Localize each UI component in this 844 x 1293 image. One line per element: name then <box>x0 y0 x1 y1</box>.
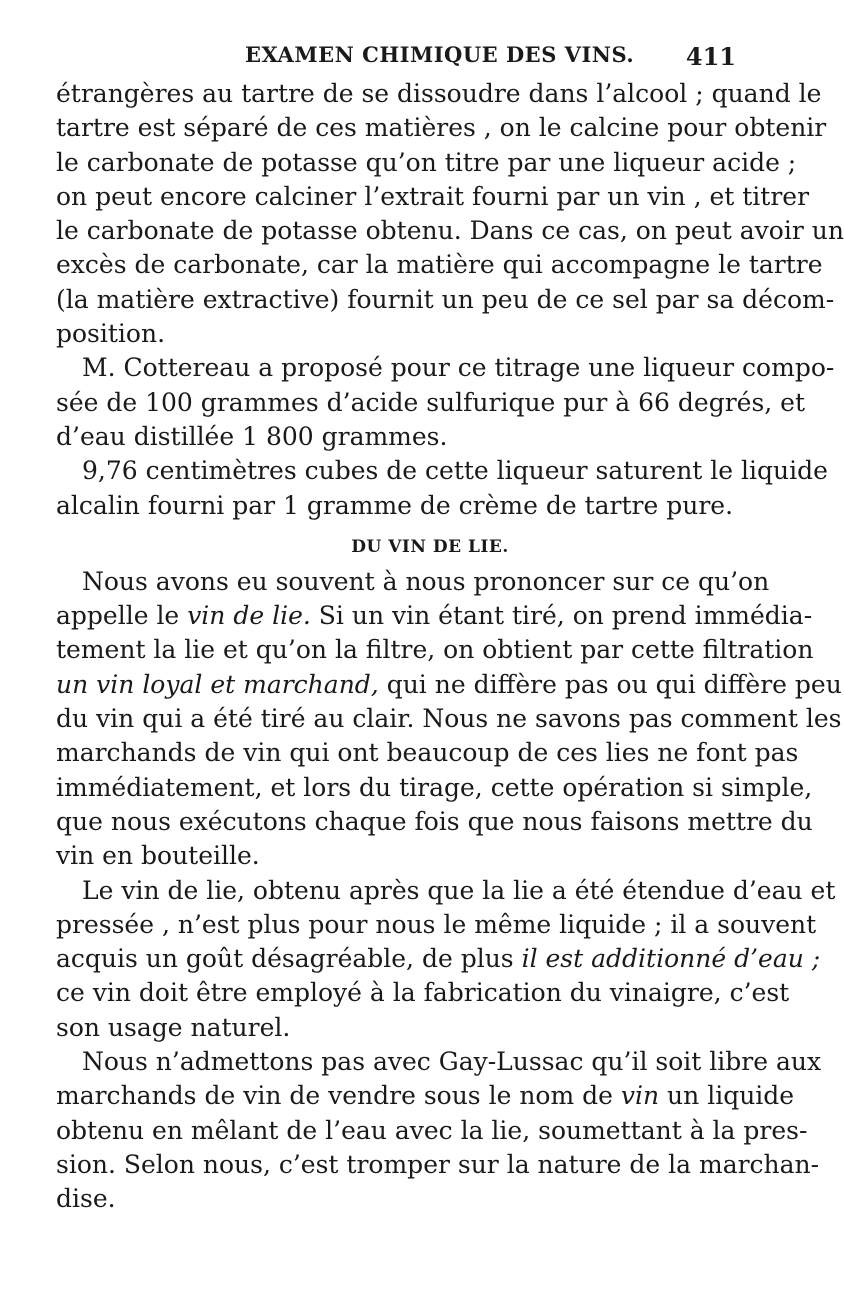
text-line: appelle le vin de lie. Si un vin étant tiré, on prend immédia- <box>56 601 813 631</box>
text-line: du vin qui a été tiré au clair. Nous ne savons pas comment les <box>56 704 842 734</box>
italic-term: il est additionné d’eau ; <box>521 944 821 974</box>
paragraph <box>56 77 844 351</box>
text-line: tartre est séparé de ces matières , on le calcine pour obtenir <box>56 113 827 143</box>
text-line: ce vin doit être employé à la fabrication du vinaigre, c’est <box>56 978 790 1008</box>
paragraph <box>56 1045 822 1216</box>
paragraph <box>56 454 828 523</box>
text-line: 9,76 centimètres cubes de cette liqueur saturent le liquide <box>82 456 828 486</box>
running-title: EXAMEN CHIMIQUE DES VINS. <box>245 42 635 67</box>
text-line: M. Cottereau a proposé pour ce titrage une liqueur compo- <box>82 353 835 383</box>
text-line: acquis un goût désagréable, de plus il est additionné d’eau ; <box>56 944 821 974</box>
text-line: (la matière extractive) fournit un peu de ce sel par sa décom- <box>56 284 835 314</box>
page-header <box>0 40 800 80</box>
text-line: sée de 100 grammes d’acide sulfurique pur à 66 degrés, et <box>56 387 806 417</box>
text-line: son usage naturel. <box>56 1012 291 1042</box>
text-line: excès de carbonate, car la matière qui accompagne le tartre <box>56 250 823 280</box>
italic-term: vin de lie. <box>187 601 311 631</box>
text-line: sion. Selon nous, c’est tromper sur la nature de la marchan- <box>56 1149 820 1179</box>
body-text <box>56 77 844 1217</box>
text-line: étrangères au tartre de se dissoudre dans l’alcool ; quand le <box>56 79 822 108</box>
text-line: le carbonate de potasse qu’on titre par une liqueur acide ; <box>56 147 797 177</box>
paragraph <box>56 874 836 1045</box>
text-line: marchands de vin de vendre sous le nom de vin un liquide <box>56 1081 795 1111</box>
text-line: d’eau distillée 1 800 grammes. <box>56 421 448 451</box>
text-line: dise. <box>56 1184 116 1214</box>
italic-term: vin <box>620 1081 660 1111</box>
text-line: un vin loyal et marchand, qui ne diffère pas ou qui diffère peu <box>56 669 842 699</box>
text-line: tement la lie et qu’on la filtre, on obtient par cette filtration <box>56 635 814 665</box>
text-line: vin en bouteille. <box>56 841 260 871</box>
page-number: 411 <box>685 42 736 71</box>
italic-term: un vin loyal et marchand, <box>56 669 379 699</box>
text-line: immédiatement, et lors du tirage, cette opération si simple, <box>56 772 813 802</box>
text-line: le carbonate de potasse obtenu. Dans ce cas, on peut avoir un <box>56 216 844 246</box>
text-line: Nous avons eu souvent à nous prononcer sur ce qu’on <box>82 566 770 596</box>
text-line: obtenu en mêlant de l’eau avec la lie, soumettant à la pres- <box>56 1115 808 1145</box>
text-line: on peut encore calciner l’extrait fourni par un vin , et titrer <box>56 181 810 211</box>
text-line: que nous exécutons chaque fois que nous faisons mettre du <box>56 806 813 836</box>
text-line: pressée , n’est plus pour nous le même liquide ; il a souvent <box>56 909 817 939</box>
section-heading: DU VIN DE LIE. <box>351 536 509 557</box>
text-line: position. <box>56 319 166 349</box>
text-line: marchands de vin qui ont beaucoup de ces lies ne font pas <box>56 738 799 768</box>
paragraph <box>56 351 835 454</box>
text-line: Nous n’admettons pas avec Gay-Lussac qu’il soit libre aux <box>82 1047 822 1077</box>
text-line: Le vin de lie, obtenu après que la lie a été étendue d’eau et <box>82 875 836 905</box>
paragraph <box>56 565 842 874</box>
text-line: alcalin fourni par 1 gramme de crème de tartre pure. <box>56 490 734 520</box>
